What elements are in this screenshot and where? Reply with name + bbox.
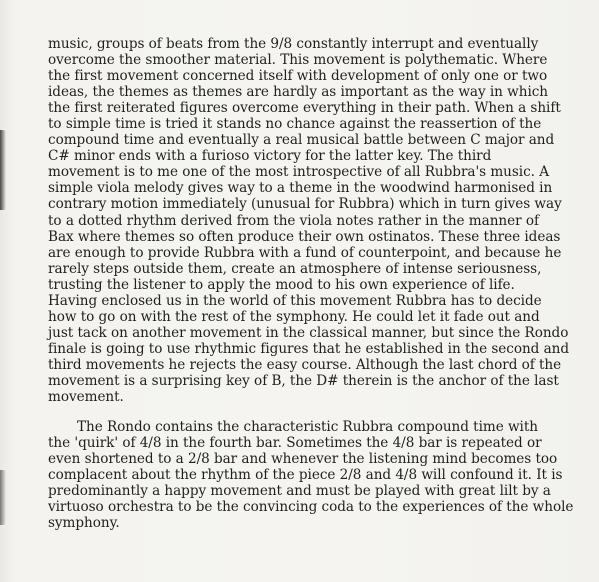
text-line: Having enclosed us in the world of this movement Rubbra has to decide (48, 292, 542, 309)
text-line: even shortened to a 2/8 bar and whenever the listening mind becomes too (48, 451, 558, 468)
text-line: finale is going to use rhythmic figures that he established in the second and (48, 340, 569, 357)
page-edge-shadow-lower (0, 470, 6, 525)
text-line: compound time and eventually a real musical battle between C major and (48, 132, 555, 149)
paragraph-spacer (48, 405, 560, 419)
text-line: the first movement concerned itself with development of only one or two (48, 68, 548, 85)
text-line: the 'quirk' of 4/8 in the fourth bar. Sometimes the 4/8 bar is repeated or (48, 435, 542, 452)
paragraph-2 (48, 419, 574, 532)
paragraph-1 (48, 36, 569, 406)
text-line: how to go on with the rest of the symphony. He could let it fade out and (48, 308, 540, 325)
text-line: music, groups of beats from the 9/8 constantly interrupt and eventually (48, 36, 539, 52)
text-line: movement is a surprising key of B, the D# therein is the anchor of the last (48, 372, 559, 389)
text-line: to simple time is tried it stands no chance against the reassertion of the (48, 116, 542, 133)
text-line: third movements he rejects the easy course. Although the last chord of the (48, 356, 562, 373)
text-line: movement is to me one of the most introspective of all Rubbra's music. A (48, 164, 549, 181)
text-line: ideas, the themes as themes are hardly as important as the way in which (48, 84, 549, 101)
text-line: complacent about the rhythm of the piece 2/8 and 4/8 will confound it. It is (48, 467, 563, 484)
text-line: Bax where themes so often produce their own ostinatos. These three ideas (48, 228, 561, 245)
text-line: the first reiterated figures overcome everything in their path. When a shift (48, 100, 561, 117)
body-text (48, 36, 574, 532)
text-line: trusting the listener to apply the mood to his own experience of life. (48, 276, 515, 293)
text-line: simple viola melody gives way to a theme in the woodwind harmonised in (48, 180, 553, 197)
text-line: symphony. (48, 515, 120, 532)
text-line: overcome the smoother material. This movement is polythematic. Where (48, 52, 548, 69)
text-line: virtuoso orchestra to be the convincing coda to the experiences of the whole (48, 499, 574, 516)
text-line: predominantly a happy movement and must be played with great lilt by a (48, 483, 551, 500)
page-edge-shadow (0, 130, 6, 210)
text-line: C# minor ends with a furioso victory for the latter key. The third (48, 148, 492, 165)
text-line: rarely steps outside them, create an atmosphere of intense seriousness, (48, 260, 542, 277)
text-line: to a dotted rhythm derived from the viola notes rather in the manner of (48, 212, 539, 229)
text-line: just tack on another movement in the classical manner, but since the Rondo (48, 324, 569, 341)
text-line: The Rondo contains the characteristic Rubbra compound time with (77, 419, 538, 436)
text-line: movement. (48, 389, 124, 406)
text-line: are enough to provide Rubbra with a fund of counterpoint, and because he (48, 244, 562, 261)
text-line: contrary motion immediately (unusual for Rubbra) which in turn gives way (48, 196, 562, 213)
